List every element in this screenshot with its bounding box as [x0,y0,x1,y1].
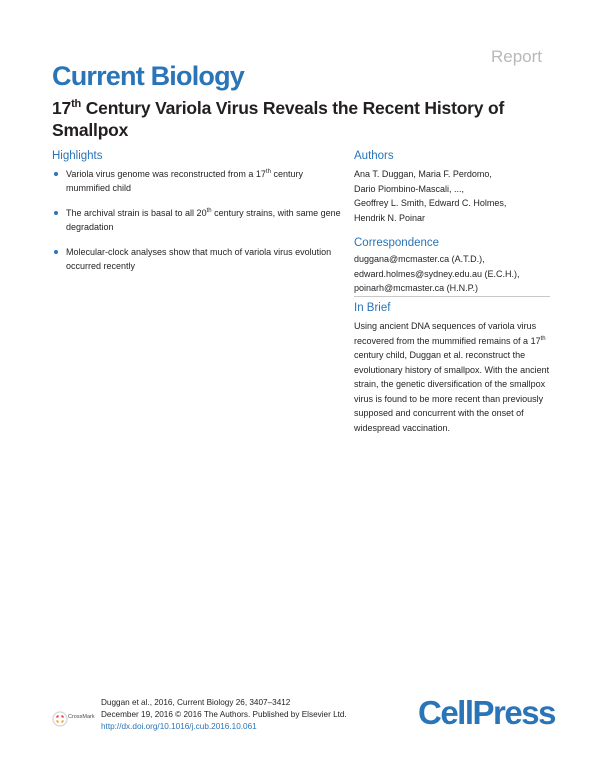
email-link[interactable]: poinarh@mcmaster.ca (H.N.P.) [354,283,479,293]
highlight-item: The archival strain is basal to all 20th century strains, with same gene degradation [52,206,342,234]
bullet-icon [54,250,58,254]
crossmark-label: CrossMark [68,714,95,720]
author-line: Geoffrey L. Smith, Edward C. Holmes, [354,198,507,208]
email-link[interactable]: duggana@mcmaster.ca (A.T.D.), [354,254,485,264]
citation-line: Duggan et al., 2016, Current Biology 26, 3407–3412 [101,698,291,707]
correspondence-list [354,252,554,296]
in-brief-heading: In Brief [354,302,391,314]
author-line: Dario Piombino-Mascali, ..., [354,183,465,194]
citation-line: December 19, 2016 © 2016 The Authors. Published by Elsevier Ltd. [101,710,347,719]
doi-link[interactable]: http://dx.doi.org/10.1016/j.cub.2016.10.061 [101,722,257,731]
highlight-item: Molecular-clock analyses show that much of variola virus evolution occurred recently [52,245,342,273]
highlight-item: Variola virus genome was reconstructed from a 17th century mummified child [52,167,342,195]
author-line: Hendrik N. Poinar [354,212,426,223]
journal-name: Current Biology [52,61,245,91]
article-type-label: Report [490,47,542,66]
author-line: Ana T. Duggan, Maria F. Perdomo, [354,169,492,179]
citation-block [101,697,347,733]
in-brief-text: Using ancient DNA sequences of variola virus recovered from the mummified remains of a 17th century child, Duggan et al. reconstruct the evolutionary history of smallpox. With the ancient strain, the genetic diversification of the smallpox virus is found to be more recent than previously supposed and concurrent with the onset of widespread vaccination. [354,321,550,433]
bullet-icon [54,172,58,176]
section-divider [354,296,550,297]
highlights-list [52,167,342,284]
authors-heading: Authors [354,150,394,162]
title-number: 17 [52,98,72,118]
highlights-heading: Highlights [52,150,103,162]
cellpress-logo: CellPress [418,694,555,731]
email-link[interactable]: edward.holmes@sydney.edu.au (E.C.H.), [354,268,520,279]
authors-list [354,167,554,225]
correspondence-heading: Correspondence [354,237,440,249]
crossmark-logo[interactable] [52,708,100,730]
title-superscript: th [71,98,82,111]
bullet-icon [54,211,58,215]
article-title [52,97,562,141]
title-text: Century Variola Virus Reveals the Recent History of Smallpox [52,98,505,140]
